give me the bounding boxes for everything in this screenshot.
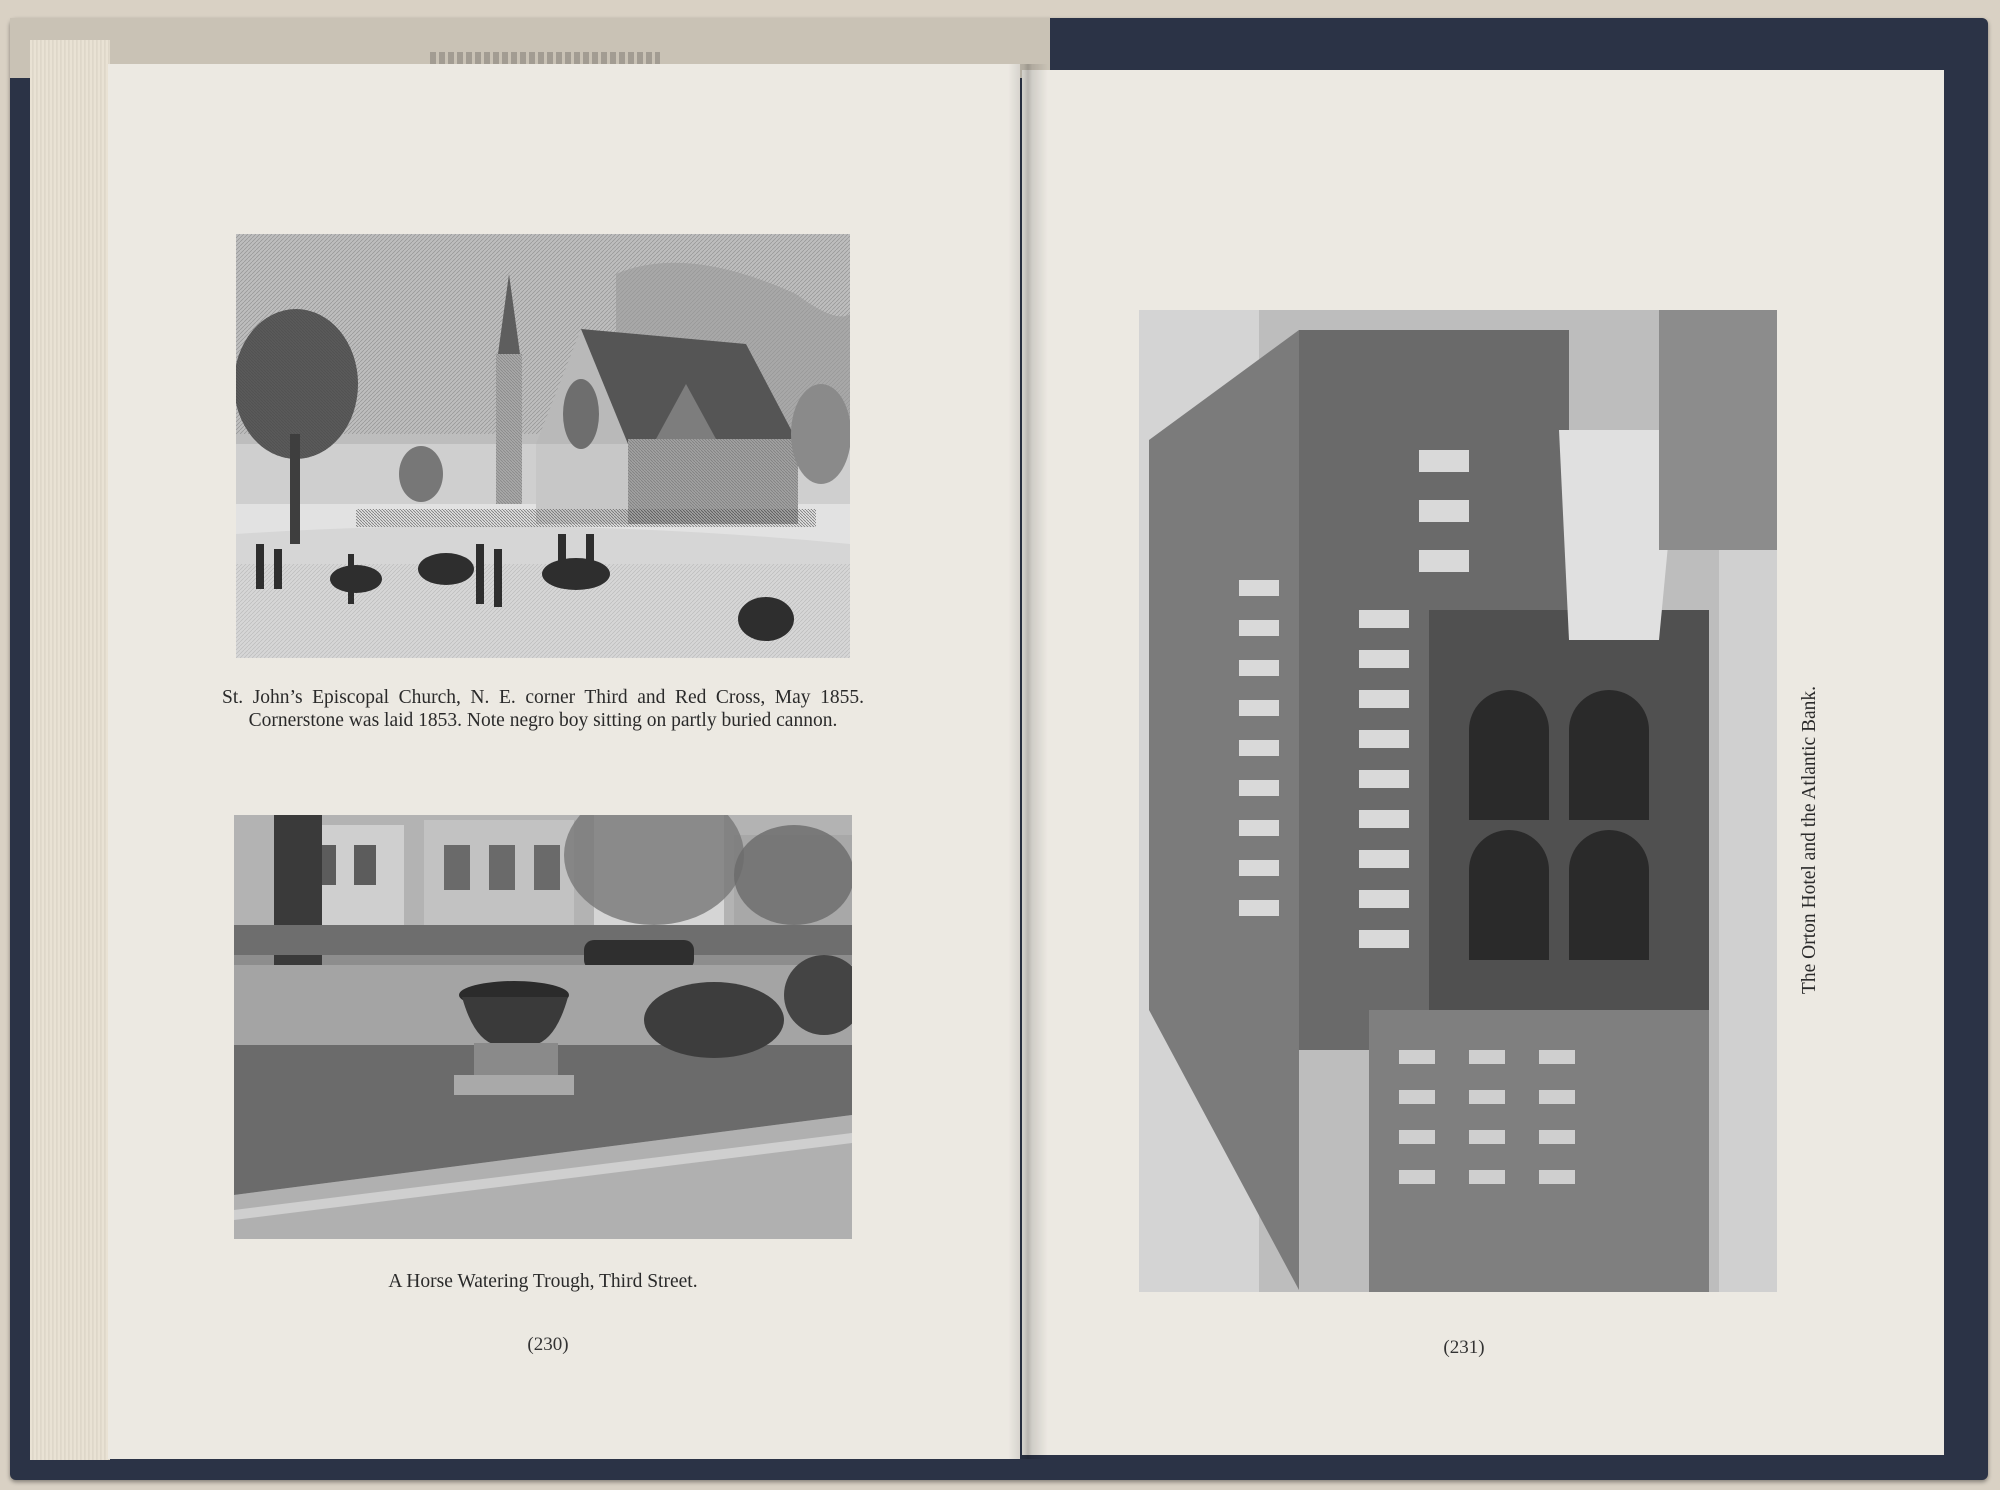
hotel-caption: The Orton Hotel and the Atlantic Bank.	[1799, 685, 1820, 995]
church-engraving-image	[236, 234, 850, 658]
faded-running-head	[430, 52, 660, 64]
church-caption: St. John’s Episcopal Church, N. E. corner Third and Red Cross, May 1855. Cornerstone was laid 1853. Note negro boy sitting on partly buried cannon.	[222, 687, 864, 731]
page-number-right: (231)	[1443, 1337, 1485, 1358]
page-number-left: (230)	[527, 1334, 569, 1355]
page-edges	[30, 40, 110, 1460]
orton-hotel-photo	[1139, 310, 1777, 1292]
trough-caption: A Horse Watering Trough, Third Street.	[388, 1271, 698, 1292]
book-gutter	[1008, 64, 1048, 1459]
watering-trough-photo	[234, 815, 852, 1239]
